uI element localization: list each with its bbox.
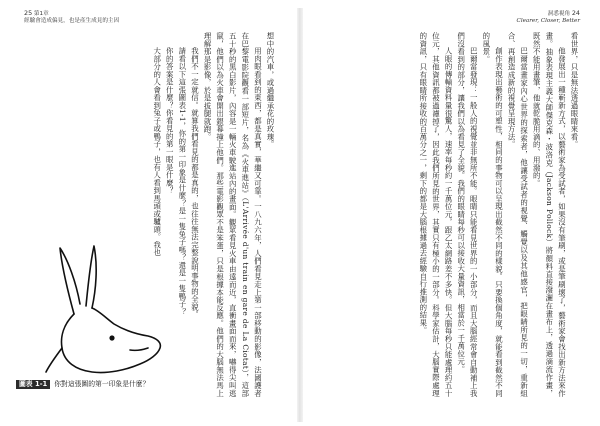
right-paragraph: 看世界，只是無法透過眼睛來看。: [570, 32, 579, 149]
left-paragraph: 你的答案是什麼？你看見的第一眼是什麼？: [165, 46, 175, 195]
book-gutter: [297, 8, 303, 422]
right-paragraph: 他發展出一種嶄新方式，以藝術家為受試者，如果沒有筆刷，或是筆刷壞了，藝術家會找出新方法來作畫。抽象表現主義大師傑克森・波洛克（Jackson Pollock）將顏料直接潑灑在畫布上，透過滴流作畫，既然不能用畫筆，他就乾脆用滴的、用潑的。: [532, 32, 567, 397]
right-running-title: 洞悉視角: [547, 11, 571, 17]
left-paragraph: 我們不一定就信。就算我們看見的都是真的，也往往無法完整說明事物的全貌。: [190, 46, 200, 319]
right-running-header: [517, 10, 580, 25]
right-paragraph: 巴爾當發現：一般人的視覺並非無所不能。眼睛只能看見世界的一小部分，而且大腦經常會自動補上我們沒看到的部分，讓我們以為看見了全貌。我們的眼睛每秒可以接收大量資訊，相當於一千萬位元。: [456, 32, 479, 397]
left-paragraph: 想中的汽車，或過繼承花的玫瑰。: [266, 32, 275, 149]
left-chapter-label: 第1章: [33, 11, 49, 17]
left-paragraph: 大部分的人會看到兔子或鴨子，也有人看到馬頭或驢頭。我也: [152, 46, 162, 257]
left-paragraph: 請看以下這張圖表1-1，你的第一印象是什麼？是一隻兔子嗎？還是一隻鴨子？: [177, 46, 187, 316]
rabbit-duck-illusion-figure: [16, 244, 166, 378]
figure-caption: [16, 380, 286, 389]
left-running-header: [24, 10, 119, 25]
left-page: [0, 0, 296, 426]
left-paragraph: 用肉眼看到的東西，都是真實，華繼又可靠。一八九六年，人們看見走上第一部移動的影像，法國護者在巴黎電影院觀看一部短片，名為《火車進站》（L'Arrivée d'un train en gare de La Ciotat），這部五十秒的黑白影片，內容是一輛火車駛進站內的畫面。觀眾看見火車由遠而近，直衝畫面而來，嚇得尖叫逃竄，他們以為火車會開出銀幕撞上他們。那些電影觀眾不是笨蛋，只是根據本能反應。他們的大腦無法馬上理解那是影像，於是拔腿就跑。: [203, 32, 263, 397]
eye-shape: [109, 335, 114, 340]
right-paragraph: 人眼的傳輸資料量很驚人，速率每秒約一千萬位元，跟乙太網路差不多快。但大腦每秒只能處理約五十位元，其他資訊都被過濾掉了，因此我們所見的世界，其實只有極小的一部分。科學家估計，大腦實際處理的資訊，只有眼睛所接收的百萬分之一，剩下的都是大腦根據過去經驗自行推測的結果。: [418, 32, 454, 397]
left-page-number: 25: [24, 9, 33, 17]
right-page-number: 24: [571, 9, 580, 17]
right-page: [304, 0, 600, 426]
figure-caption-tag: 圖表 1-1: [16, 380, 50, 389]
left-chapter-subtitle: 經驗會造成偏見，也是產生成見的主因: [24, 18, 120, 24]
right-running-title-en: Clearer, Closer, Better: [516, 18, 580, 24]
right-paragraph: 巴爾當畫家內心世界的探索者，他讓受試者的視覺、觸覺以及其他感官，把眼睛所見的一切，重新組合、再創造成新的視覺呈現方法。: [507, 32, 529, 397]
right-paragraph: 創作表現出藝術的可塑性，相同的事物可以呈現出截然不同的樣貌。只要換個角度，就能看到截然不同的風景。: [481, 32, 504, 397]
figure-caption-text: 你對這張圖的第一印象是什麼？: [54, 380, 150, 388]
right-body-text: [322, 32, 580, 397]
